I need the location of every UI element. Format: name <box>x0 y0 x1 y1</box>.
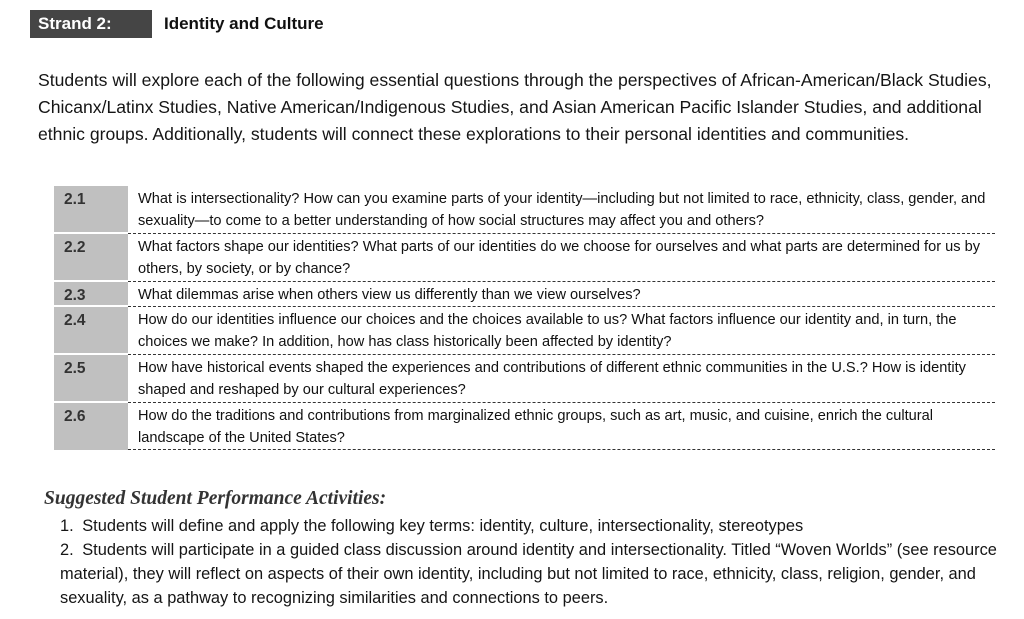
essential-questions-table <box>54 186 995 450</box>
question-row-2-4 <box>54 307 995 355</box>
question-text: How have historical events shaped the experiences and contributions of different ethnic communities in the U.S.? How is identity shaped and reshaped by our cultural experiences? <box>128 355 995 403</box>
intro-paragraph: Students will explore each of the following essential questions through the perspectives of African-American/Black Studies, Chicanx/Latinx Studies, Native American/Indigenous Studies, and Asian American Pacific Islander Studies, and additional ethnic groups. Additionally, students will connect these explorations to their personal identities and communities. <box>38 70 992 144</box>
question-row-2-3 <box>54 282 995 307</box>
question-number: 2.2 <box>54 234 128 282</box>
question-text: What is intersectionality? How can you examine parts of your identity—including but not limited to race, ethnicity, class, gender, and sexuality—to come to a better understanding of how social structures may affect you and others? <box>128 186 995 234</box>
question-text: What dilemmas arise when others view us differently than we view ourselves? <box>128 282 995 307</box>
question-number: 2.6 <box>54 403 128 451</box>
activities-heading: Suggested Student Performance Activities: <box>44 488 387 509</box>
question-text: How do our identities influence our choices and the choices available to us? What factors influence our identity and, in turn, the choices we make? In addition, how has class historically been affected by identity? <box>128 307 995 355</box>
activity-item <box>60 538 1010 610</box>
question-text: What factors shape our identities? What parts of our identities do we choose for ourselves and what parts are determined for us by others, by society, or by chance? <box>128 234 995 282</box>
question-number: 2.4 <box>54 307 128 355</box>
strand-header <box>30 10 324 38</box>
activity-item <box>60 514 1010 538</box>
activities-list <box>60 514 1010 610</box>
strand-title: Identity and Culture <box>164 14 324 33</box>
question-row-2-5 <box>54 355 995 403</box>
question-text: How do the traditions and contributions from marginalized ethnic groups, such as art, music, and cuisine, enrich the cultural landscape of the United States? <box>128 403 995 451</box>
activity-text: Students will participate in a guided class discussion around identity and intersectionality. Titled “Woven Worlds” (see resource material), they will reflect on aspects of their own identity, including but not limited to race, ethnicity, class, religion, gender, and sexuality, as a pathway to recognizing similarities and connections to peers. <box>60 541 997 607</box>
question-row-2-6 <box>54 403 995 451</box>
question-number: 2.3 <box>54 282 128 307</box>
question-row-2-2 <box>54 234 995 282</box>
strand-label: Strand 2: <box>30 10 152 38</box>
activity-number: 1. <box>60 517 74 535</box>
activity-number: 2. <box>60 541 74 559</box>
question-row-2-1 <box>54 186 995 234</box>
question-number: 2.5 <box>54 355 128 403</box>
activity-text: Students will define and apply the following key terms: identity, culture, intersectionality, stereotypes <box>82 517 804 535</box>
question-number: 2.1 <box>54 186 128 234</box>
